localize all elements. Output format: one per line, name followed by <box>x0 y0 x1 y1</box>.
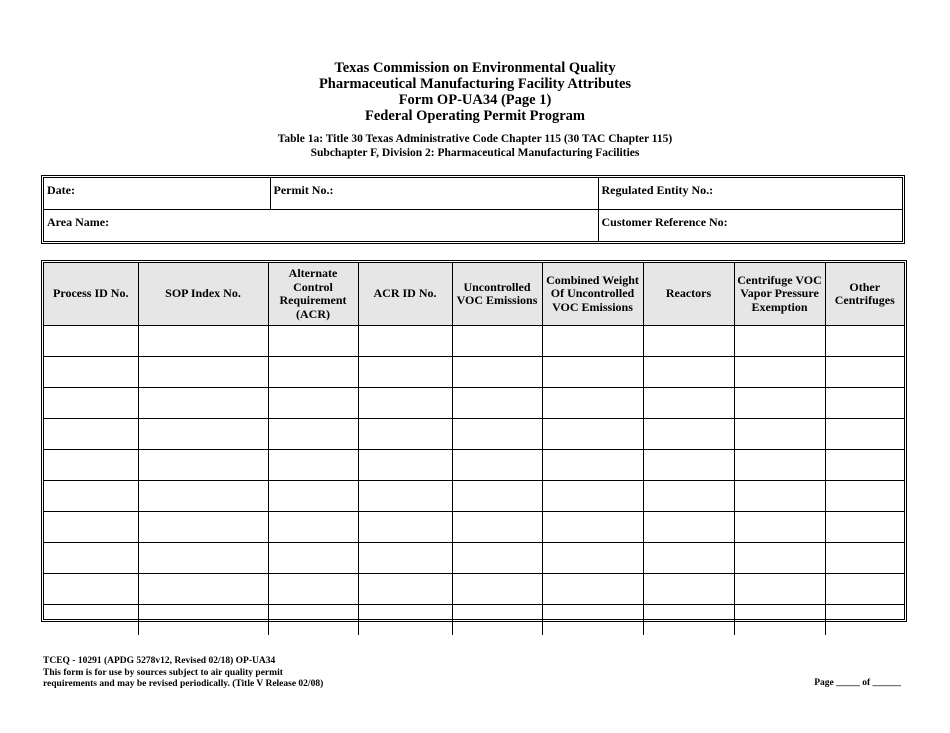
cell-uncontrolled-voc[interactable] <box>452 357 542 388</box>
cell-centrifuge-exemption[interactable] <box>734 512 825 543</box>
table-row <box>44 574 904 605</box>
cell-process-id[interactable] <box>44 450 138 481</box>
cell-uncontrolled-voc[interactable] <box>452 481 542 512</box>
info-table <box>44 178 902 241</box>
cell-acr-id[interactable] <box>358 512 452 543</box>
cell-process-id[interactable] <box>44 543 138 574</box>
cell-reactors[interactable] <box>643 450 734 481</box>
cell-process-id[interactable] <box>44 512 138 543</box>
program-title: Federal Operating Permit Program <box>365 108 585 124</box>
cell-centrifuge-exemption[interactable] <box>734 450 825 481</box>
table-subtitle: Subchapter F, Division 2: Pharmaceutical Manufacturing Facilities <box>310 146 640 159</box>
table-row <box>44 543 904 574</box>
header-row <box>44 263 904 326</box>
cell-sop-index[interactable] <box>138 481 268 512</box>
col-acr: Alternate Control Requirement (ACR) <box>268 263 358 326</box>
cell-uncontrolled-voc[interactable] <box>452 388 542 419</box>
table-row <box>44 357 904 388</box>
cell-other-centrifuges[interactable] <box>825 357 904 388</box>
cell-acr[interactable] <box>268 419 358 450</box>
cell-reactors[interactable] <box>643 481 734 512</box>
footer-usage-note: This form is for use by sources subject to air quality permit <box>43 667 283 678</box>
form-title: Pharmaceutical Manufacturing Facility Attributes <box>318 76 632 92</box>
cell-acr-id[interactable] <box>358 450 452 481</box>
cell-sop-index[interactable] <box>138 574 268 605</box>
regulated-entity-label: Regulated Entity No.: <box>601 183 714 197</box>
cell-combined-weight[interactable] <box>542 450 643 481</box>
cell-other-centrifuges[interactable] <box>825 419 904 450</box>
cell-acr-id[interactable] <box>358 388 452 419</box>
cell-acr[interactable] <box>268 543 358 574</box>
cell-centrifuge-exemption[interactable] <box>734 419 825 450</box>
cell-combined-weight[interactable] <box>542 326 643 357</box>
table-row <box>44 450 904 481</box>
date-label: Date: <box>47 183 75 197</box>
permit-number-label: Permit No.: <box>273 183 334 197</box>
col-acr-id: ACR ID No. <box>358 263 452 326</box>
customer-reference-label: Customer Reference No: <box>601 215 728 229</box>
cell-acr-id[interactable] <box>358 543 452 574</box>
table-row <box>44 605 904 636</box>
cell-sop-index[interactable] <box>138 388 268 419</box>
cell-combined-weight[interactable] <box>542 574 643 605</box>
cell-centrifuge-exemption[interactable] <box>734 574 825 605</box>
cell-sop-index[interactable] <box>138 512 268 543</box>
table-body <box>44 326 904 636</box>
form-header <box>0 60 950 124</box>
cell-acr-id[interactable] <box>358 481 452 512</box>
cell-combined-weight[interactable] <box>542 481 643 512</box>
table-row <box>44 326 904 357</box>
date-field[interactable] <box>44 178 270 210</box>
info-box <box>41 175 905 244</box>
cell-combined-weight[interactable] <box>542 388 643 419</box>
col-sop-index: SOP Index No. <box>138 263 268 326</box>
cell-acr-id[interactable] <box>358 574 452 605</box>
cell-uncontrolled-voc[interactable] <box>452 450 542 481</box>
cell-process-id[interactable] <box>44 481 138 512</box>
cell-process-id[interactable] <box>44 605 138 636</box>
cell-centrifuge-exemption[interactable] <box>734 605 825 636</box>
col-reactors: Reactors <box>643 263 734 326</box>
permit-number-field[interactable] <box>270 178 598 210</box>
col-process-id: Process ID No. <box>44 263 138 326</box>
cell-sop-index[interactable] <box>138 419 268 450</box>
cell-reactors[interactable] <box>643 605 734 636</box>
cell-acr[interactable] <box>268 326 358 357</box>
cell-other-centrifuges[interactable] <box>825 605 904 636</box>
cell-reactors[interactable] <box>643 419 734 450</box>
cell-sop-index[interactable] <box>138 543 268 574</box>
cell-combined-weight[interactable] <box>542 512 643 543</box>
attributes-table <box>44 263 904 635</box>
area-name-field[interactable] <box>44 210 598 242</box>
cell-centrifuge-exemption[interactable] <box>734 543 825 574</box>
cell-centrifuge-exemption[interactable] <box>734 357 825 388</box>
cell-combined-weight[interactable] <box>542 357 643 388</box>
cell-reactors[interactable] <box>643 326 734 357</box>
table-row <box>44 419 904 450</box>
table-title: Table 1a: Title 30 Texas Administrative Code Chapter 115 (30 TAC Chapter 115) <box>277 133 673 145</box>
cell-other-centrifuges[interactable] <box>825 574 904 605</box>
cell-acr[interactable] <box>268 512 358 543</box>
cell-centrifuge-exemption[interactable] <box>734 326 825 357</box>
cell-sop-index[interactable] <box>138 326 268 357</box>
cell-uncontrolled-voc[interactable] <box>452 605 542 636</box>
cell-acr-id[interactable] <box>358 605 452 636</box>
cell-acr-id[interactable] <box>358 326 452 357</box>
cell-centrifuge-exemption[interactable] <box>734 388 825 419</box>
cell-other-centrifuges[interactable] <box>825 326 904 357</box>
cell-acr[interactable] <box>268 450 358 481</box>
cell-other-centrifuges[interactable] <box>825 512 904 543</box>
col-combined-weight: Combined Weight Of Uncontrolled VOC Emissions <box>542 263 643 326</box>
cell-acr-id[interactable] <box>358 419 452 450</box>
cell-acr[interactable] <box>268 357 358 388</box>
cell-reactors[interactable] <box>643 543 734 574</box>
area-name-label: Area Name: <box>47 215 110 229</box>
customer-reference-field[interactable] <box>598 210 902 242</box>
footer-form-id: TCEQ - 10291 (APDG 5278v12, Revised 02/18) OP-UA34 <box>43 656 276 666</box>
cell-other-centrifuges[interactable] <box>825 450 904 481</box>
cell-acr[interactable] <box>268 481 358 512</box>
cell-other-centrifuges[interactable] <box>825 388 904 419</box>
table-row <box>44 512 904 543</box>
table-caption <box>0 133 950 160</box>
cell-sop-index[interactable] <box>138 357 268 388</box>
cell-process-id[interactable] <box>44 357 138 388</box>
cell-uncontrolled-voc[interactable] <box>452 512 542 543</box>
cell-uncontrolled-voc[interactable] <box>452 543 542 574</box>
cell-acr[interactable] <box>268 605 358 636</box>
cell-reactors[interactable] <box>643 388 734 419</box>
cell-uncontrolled-voc[interactable] <box>452 574 542 605</box>
cell-other-centrifuges[interactable] <box>825 543 904 574</box>
cell-acr[interactable] <box>268 388 358 419</box>
cell-process-id[interactable] <box>44 326 138 357</box>
table-row <box>44 481 904 512</box>
cell-uncontrolled-voc[interactable] <box>452 326 542 357</box>
form-footer <box>43 656 323 691</box>
cell-reactors[interactable] <box>643 574 734 605</box>
cell-acr[interactable] <box>268 574 358 605</box>
cell-reactors[interactable] <box>643 512 734 543</box>
cell-sop-index[interactable] <box>138 605 268 636</box>
cell-acr-id[interactable] <box>358 357 452 388</box>
cell-process-id[interactable] <box>44 419 138 450</box>
cell-combined-weight[interactable] <box>542 543 643 574</box>
cell-other-centrifuges[interactable] <box>825 481 904 512</box>
col-other-centrifuges: Other Centrifuges <box>825 263 904 326</box>
cell-uncontrolled-voc[interactable] <box>452 419 542 450</box>
regulated-entity-field[interactable] <box>598 178 902 210</box>
cell-combined-weight[interactable] <box>542 605 643 636</box>
footer-revision-note: requirements and may be revised periodically. (Title V Release 02/08) <box>43 679 324 689</box>
table-row <box>44 388 904 419</box>
col-uncontrolled-voc: Uncontrolled VOC Emissions <box>452 263 542 326</box>
form-number: Form OP-UA34 (Page 1) <box>398 92 552 108</box>
cell-process-id[interactable] <box>44 574 138 605</box>
cell-process-id[interactable] <box>44 388 138 419</box>
cell-sop-index[interactable] <box>138 450 268 481</box>
cell-combined-weight[interactable] <box>542 419 643 450</box>
agency-title: Texas Commission on Environmental Quality <box>334 60 616 76</box>
cell-centrifuge-exemption[interactable] <box>734 481 825 512</box>
col-centrifuge-exemption: Centrifuge VOC Vapor Pressure Exemption <box>734 263 825 326</box>
cell-reactors[interactable] <box>643 357 734 388</box>
page-number: Page _____ of ______ <box>814 678 901 688</box>
attributes-table-box <box>41 260 907 622</box>
